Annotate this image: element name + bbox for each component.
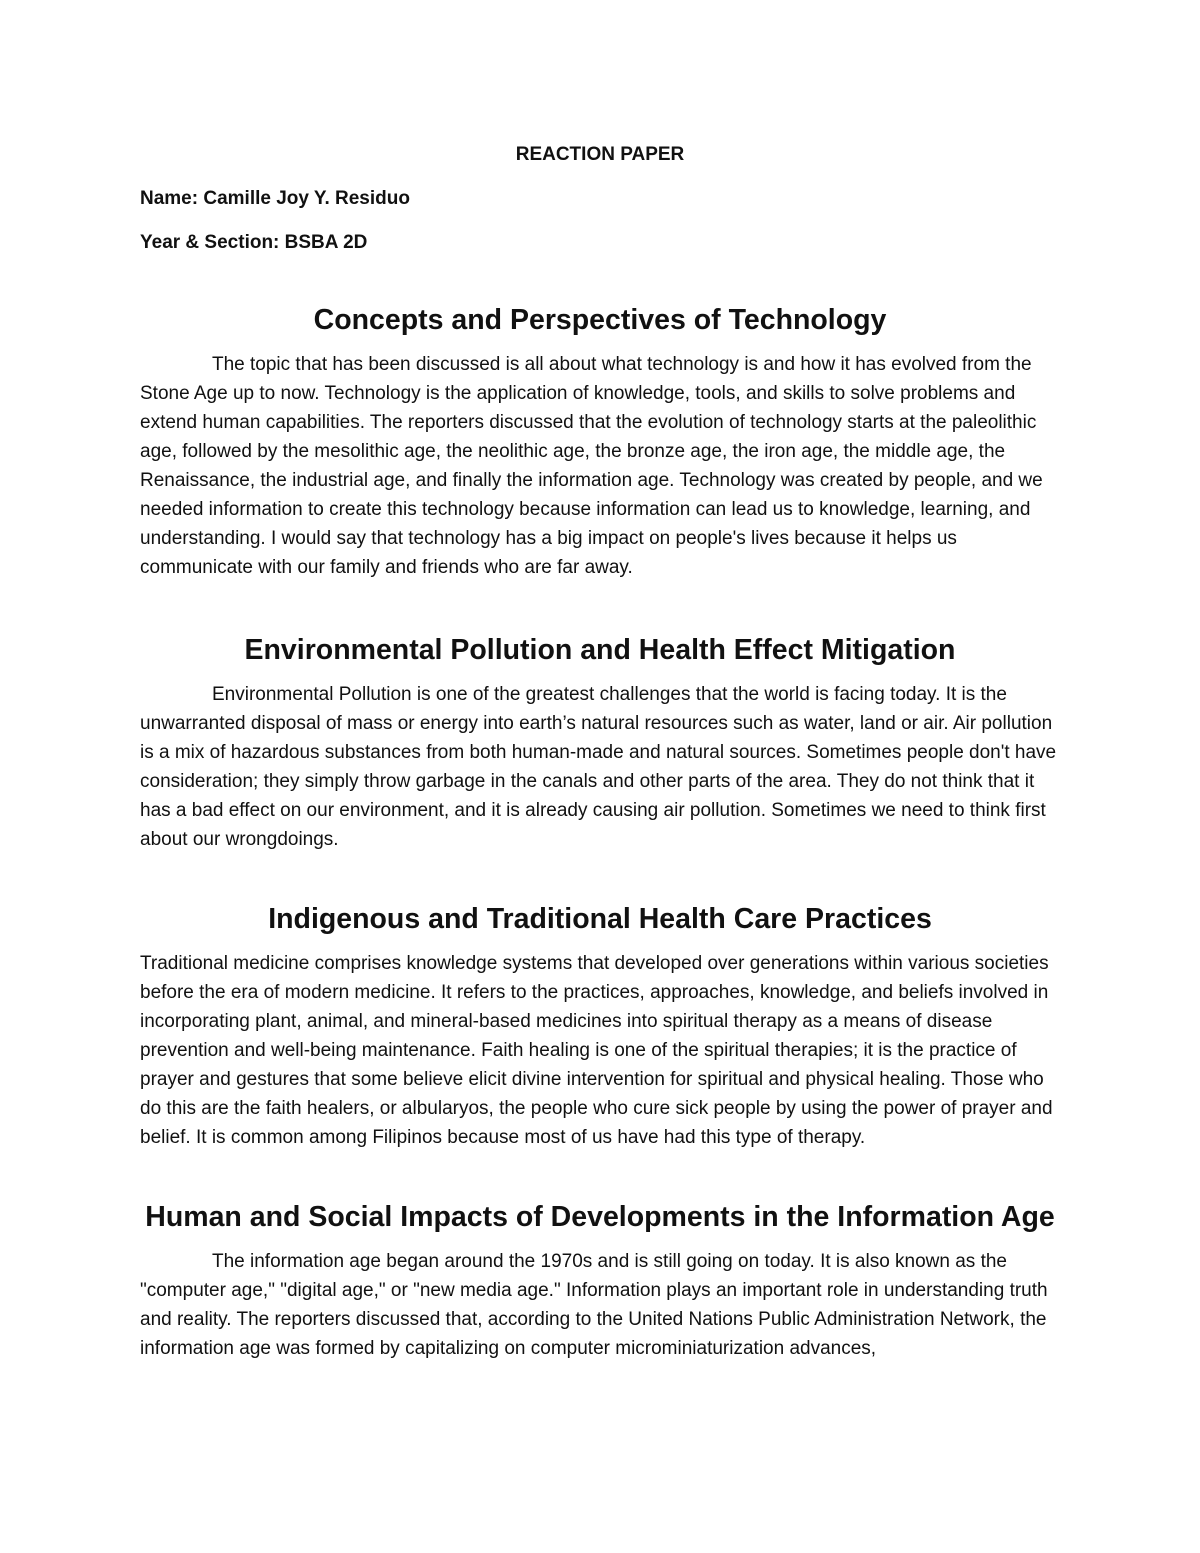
section-heading-environmental-pollution: Environmental Pollution and Health Effect Mitigation	[244, 634, 956, 666]
author-name-line: Name: Camille Joy Y. Residuo	[140, 188, 410, 209]
section-body-traditional-health-care: Traditional medicine comprises knowledge systems that developed over generations within various societies before the era of modern medicine. It refers to the practices, approaches, knowledge, and beliefs involved in incorporating plant, animal, and mineral-based medicines into spiritual therapy as a means of disease prevention and well-being maintenance. Faith healing is one of the spiritual therapies; it is the practice of prayer and gestures that some believe elicit divine intervention for spiritual and physical healing. Those who do this are the faith healers, or albularyos, the people who cure sick people by using the power of prayer and belief. It is common among Filipinos because most of us have had this type of therapy.	[140, 953, 1053, 1148]
section-body-information-age: The information age began around the 1970s and is still going on today. It is also known as the "computer age," "digital age," or "new media age." Information plays an important role in understanding truth and reality. The reporters discussed that, according to the United Nations Public Administration Network, the information age was formed by capitalizing on computer microminiaturization advances,	[140, 1251, 1048, 1359]
section-body-technology: The topic that has been discussed is all about what technology is and how it has evolved from the Stone Age up to now. Technology is the application of knowledge, tools, and skills to solve problems and extend human capabilities. The reporters discussed that the evolution of technology starts at the paleolithic age, followed by the mesolithic age, the neolithic age, the bronze age, the iron age, the middle age, the Renaissance, the industrial age, and finally the information age. Technology was created by people, and we needed information to create this technology because information can lead us to knowledge, learning, and understanding. I would say that technology has a big impact on people's lives because it helps us communicate with our family and friends who are far away.	[140, 354, 1043, 578]
section-heading-information-age: Human and Social Impacts of Developments in the Information Age	[145, 1201, 1055, 1233]
document-content	[140, 140, 1060, 1363]
section-heading-traditional-health-care: Indigenous and Traditional Health Care Practices	[268, 903, 932, 935]
section-body-environmental-pollution: Environmental Pollution is one of the greatest challenges that the world is facing today. It is the unwarranted disposal of mass or energy into earth’s natural resources such as water, land or air. Air pollution is a mix of hazardous substances from both human-made and natural sources. Sometimes people don't have consideration; they simply throw garbage in the canals and other parts of the area. They do not think that it has a bad effect on our environment, and it is already causing air pollution. Sometimes we need to think first about our wrongdoings.	[140, 684, 1057, 850]
section-heading-technology: Concepts and Perspectives of Technology	[313, 304, 887, 336]
document-title: REACTION PAPER	[515, 144, 685, 165]
year-section-line: Year & Section: BSBA 2D	[140, 232, 368, 253]
